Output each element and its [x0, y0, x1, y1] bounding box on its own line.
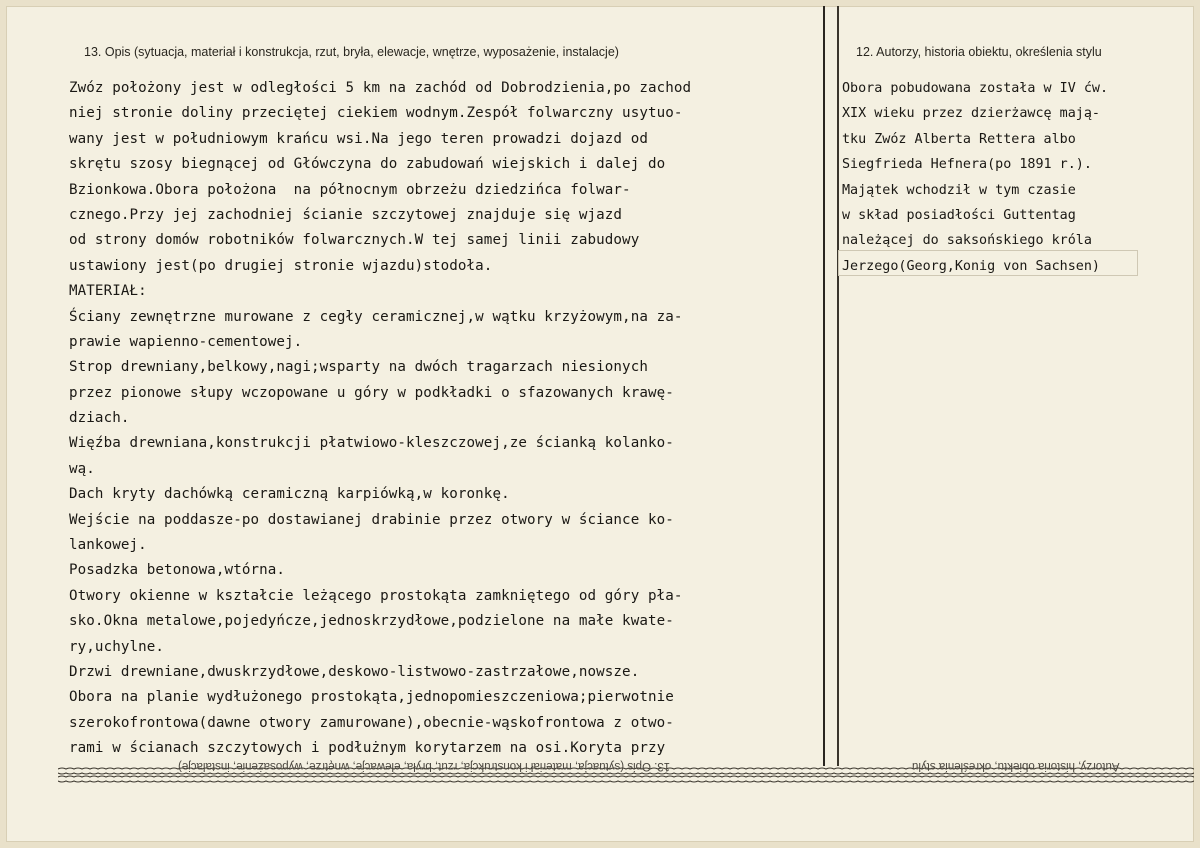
history-line: Obora pobudowana została w IV ćw. — [842, 81, 1109, 96]
description-line: Posadzka betonowa,wtórna. — [69, 562, 286, 579]
description-line: rami w ścianach szczytowych i podłużnym korytarzem na osi.Koryta przy — [69, 740, 666, 757]
description-line: lankowej. — [69, 537, 147, 554]
description-line: niej stronie doliny przeciętej ciekiem wodnym.Zespół folwarczny usytuo- — [69, 105, 683, 122]
description-line: Obora na planie wydłużonego prostokąta,jednopomieszczeniowa;pierwotnie — [69, 689, 674, 706]
description-text — [69, 76, 691, 762]
history-text — [842, 76, 1108, 279]
description-line: MATERIAŁ: — [69, 283, 147, 300]
description-line: Wejście na poddasze-po dostawianej drabinie przez otwory w ściance ko- — [69, 511, 674, 528]
description-line: Otwory okienne w kształcie leżącego prostokąta zamkniętego od góry pła- — [69, 587, 683, 604]
description-line: sko.Okna metalowe,pojedyńcze,jednoskrzydłowe,podzielone na małe kwate- — [69, 613, 674, 630]
mirrored-description-header: 13. Opis (sytuacja, materiał i konstrukcja, rzut, bryła, elewacje, wnętrze, wyposażenie, instalacje) — [178, 760, 671, 772]
history-line: należącej do saksońskiego króla — [842, 233, 1092, 249]
description-line: Ściany zewnętrzne murowane z cegły ceramicznej,w wątku krzyżowym,na za- — [69, 308, 683, 325]
description-line: wany jest w południowym krańcu wsi.Na jego teren prowadzi dojazd od — [69, 130, 648, 147]
history-section-header: 12. Autorzy, historia obiektu, określenia stylu — [856, 45, 1102, 59]
description-line: wą. — [69, 460, 95, 477]
description-line: Więźba drewniana,konstrukcji płatwiowo-kleszczowej,ze ścianką kolanko- — [69, 435, 674, 452]
column-divider-left — [823, 6, 825, 766]
wave-line — [58, 776, 1194, 777]
history-line: XIX wieku przez dzierżawcę mają- — [842, 106, 1100, 122]
wave-line — [58, 773, 1194, 774]
history-line: Siegfrieda Hefnera(po 1891 r.). — [842, 157, 1092, 173]
description-line: Drzwi drewniane,dwuskrzydłowe,deskowo-listwowo-zastrzałowe,nowsze. — [69, 663, 640, 680]
description-line: ry,uchylne. — [69, 638, 165, 655]
history-line: w skład posiadłości Guttentag — [842, 207, 1076, 223]
history-line: tku Zwóz Alberta Rettera albo — [842, 131, 1076, 147]
description-line: Dach kryty dachówką ceramiczną karpiówką,w koronkę. — [69, 486, 510, 503]
description-section-header: 13. Opis (sytuacja, materiał i konstrukcja, rzut, bryła, elewacje, wnętrze, wyposażenie, instalacje) — [84, 45, 619, 59]
wave-line — [58, 781, 1194, 782]
description-line: szerokofrontowa(dawne otwory zamurowane),obecnie-wąskofrontowa z otwo- — [69, 714, 674, 731]
description-line: ustawiony jest(po drugiej stronie wjazdu)stodoła. — [69, 257, 493, 274]
description-line: od strony domów robotników folwarcznych.W tej samej linii zabudowy — [69, 232, 640, 249]
description-line: Zwóz położony jest w odległości 5 km na zachód od Dobrodzienia,po zachod — [69, 80, 692, 96]
history-line: Majątek wchodził w tym czasie — [842, 182, 1076, 198]
description-line: skrętu szosy biegnącej od Główczyna do zabudowań wiejskich i dalej do — [69, 156, 666, 173]
description-line: Bzionkowa.Obora położona na północnym obrzeżu dziedzińca folwar- — [69, 181, 631, 198]
description-line: prawie wapienno-cementowej. — [69, 333, 303, 350]
history-line: Jerzego(Georg,Konig von Sachsen) — [842, 258, 1100, 274]
mirrored-history-header: Autorzy, historia obiektu, określenia stylu — [912, 760, 1120, 772]
column-divider-right — [837, 6, 839, 766]
description-line: przez pionowe słupy wczopowane u góry w podkładki o sfazowanych krawę- — [69, 384, 674, 401]
description-line: dziach. — [69, 410, 130, 427]
description-line: cznego.Przy jej zachodniej ścianie szczytowej znajduje się wjazd — [69, 206, 623, 223]
description-line: Strop drewniany,belkowy,nagi;wsparty na dwóch tragarzach niesionych — [69, 359, 648, 376]
